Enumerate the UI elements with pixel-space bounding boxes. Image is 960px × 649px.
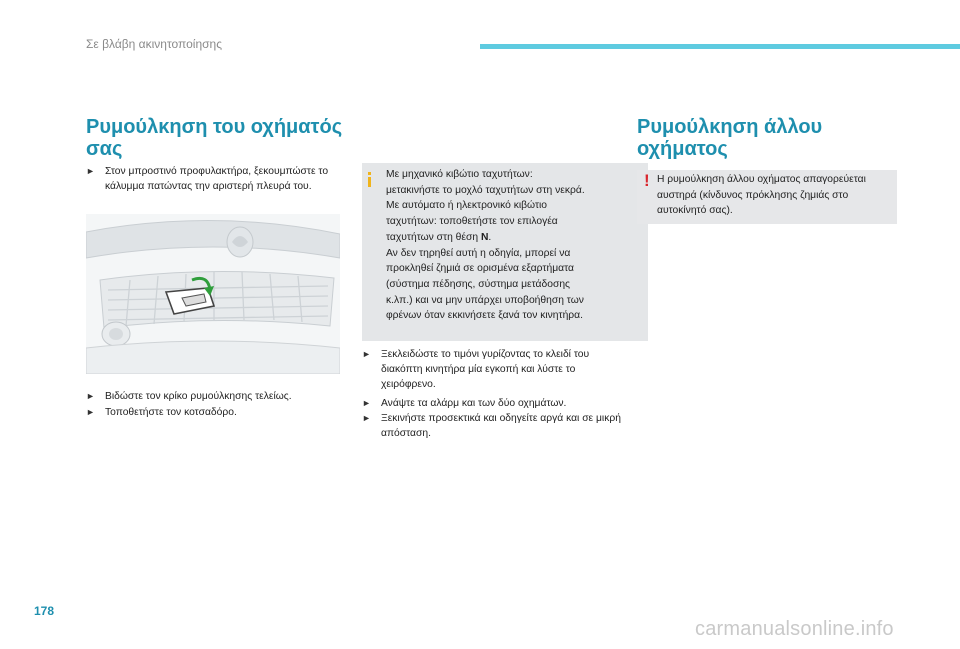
bumper-illustration	[86, 214, 340, 374]
step-text: Βιδώστε τον κρίκο ρυμούλκησης τελείως.	[105, 391, 292, 402]
arrow-right-icon: ►	[362, 349, 371, 359]
watermark: carmanualsonline.info	[695, 618, 894, 640]
step-fit-tow-bar	[86, 405, 346, 420]
exclamation-icon: !	[644, 171, 650, 190]
info-line: κ.λπ.) και να μην υπάρχει υποβοήθηση των	[386, 294, 584, 306]
arrow-right-icon: ►	[86, 391, 95, 401]
section-title-tow-your-vehicle	[86, 116, 356, 160]
gearbox-info-box	[362, 163, 648, 341]
step-drive-slowly	[362, 411, 624, 441]
step-unclip-cover	[86, 164, 336, 194]
title-line-2: σας	[86, 138, 123, 160]
header-accent-bar	[480, 44, 960, 49]
title-line-1: Ρυμούλκηση του οχήματός	[86, 116, 343, 138]
info-line: μετακινήστε το μοχλό ταχυτήτων στη νεκρά.	[386, 184, 585, 196]
towing-warning-box	[637, 170, 897, 224]
step-text: Ανάψτε τα αλάρμ και των δύο οχημάτων.	[381, 398, 567, 409]
page-number: 178	[34, 604, 55, 618]
arrow-right-icon: ►	[362, 413, 371, 423]
title-line-2: οχήματος	[637, 138, 728, 160]
info-line: ταχυτήτων: τοποθετήστε τον επιλογέα	[386, 216, 558, 228]
arrow-right-icon: ►	[86, 166, 95, 176]
info-line: προκληθεί ζημιά σε ορισμένα εξαρτήματα	[386, 263, 574, 275]
gear-position-n: N	[480, 231, 489, 243]
step-text: Ξεκλειδώστε το τιμόνι γυρίζοντας το κλειδί του διακόπτη κινητήρα μία εγκοπή και λύστε το χειρόφρενο.	[381, 349, 590, 390]
step-unlock-steering	[362, 347, 624, 392]
step-text: Τοποθετήστε τον κοτσαδόρο.	[105, 407, 237, 418]
title-line-1: Ρυμούλκηση άλλου	[637, 116, 823, 138]
step-text: Στον μπροστινό προφυλακτήρα, ξεκουμπώστε το κάλυμμα πατώντας την αριστερή πλευρά του.	[105, 166, 329, 192]
section-title-tow-other-vehicle	[637, 116, 887, 160]
info-line: φρένων όταν εκκινήσετε ξανά τον κινητήρα.	[386, 310, 583, 322]
info-line: ταχυτήτων στη θέση	[386, 231, 481, 243]
warning-text: Η ρυμούλκηση άλλου οχήματος απαγορεύεται αυστηρά (κίνδυνος πρόκλησης ζημιάς στο αυτοκίνητό σας).	[657, 174, 866, 216]
step-hazard-lights	[362, 396, 624, 411]
info-line: Αν δεν τηρηθεί αυτή η οδηγία, μπορεί να	[386, 247, 571, 259]
arrow-right-icon: ►	[86, 407, 95, 417]
info-line: Με μηχανικό κιβώτιο ταχυτήτων:	[386, 169, 533, 180]
header-title: Σε βλάβη ακινητοποίησης	[86, 37, 223, 51]
info-icon	[368, 172, 371, 186]
info-line: (σύστημα πέδησης, σύστημα μετάδοσης	[386, 278, 571, 290]
info-line: Με αυτόματο ή ηλεκτρονικό κιβώτιο	[386, 200, 548, 212]
info-line: .	[488, 231, 492, 243]
step-text: Ξεκινήστε προσεκτικά και οδηγείτε αργά και σε μικρή απόσταση.	[381, 413, 621, 439]
arrow-right-icon: ►	[362, 398, 371, 408]
step-screw-ring	[86, 389, 346, 404]
